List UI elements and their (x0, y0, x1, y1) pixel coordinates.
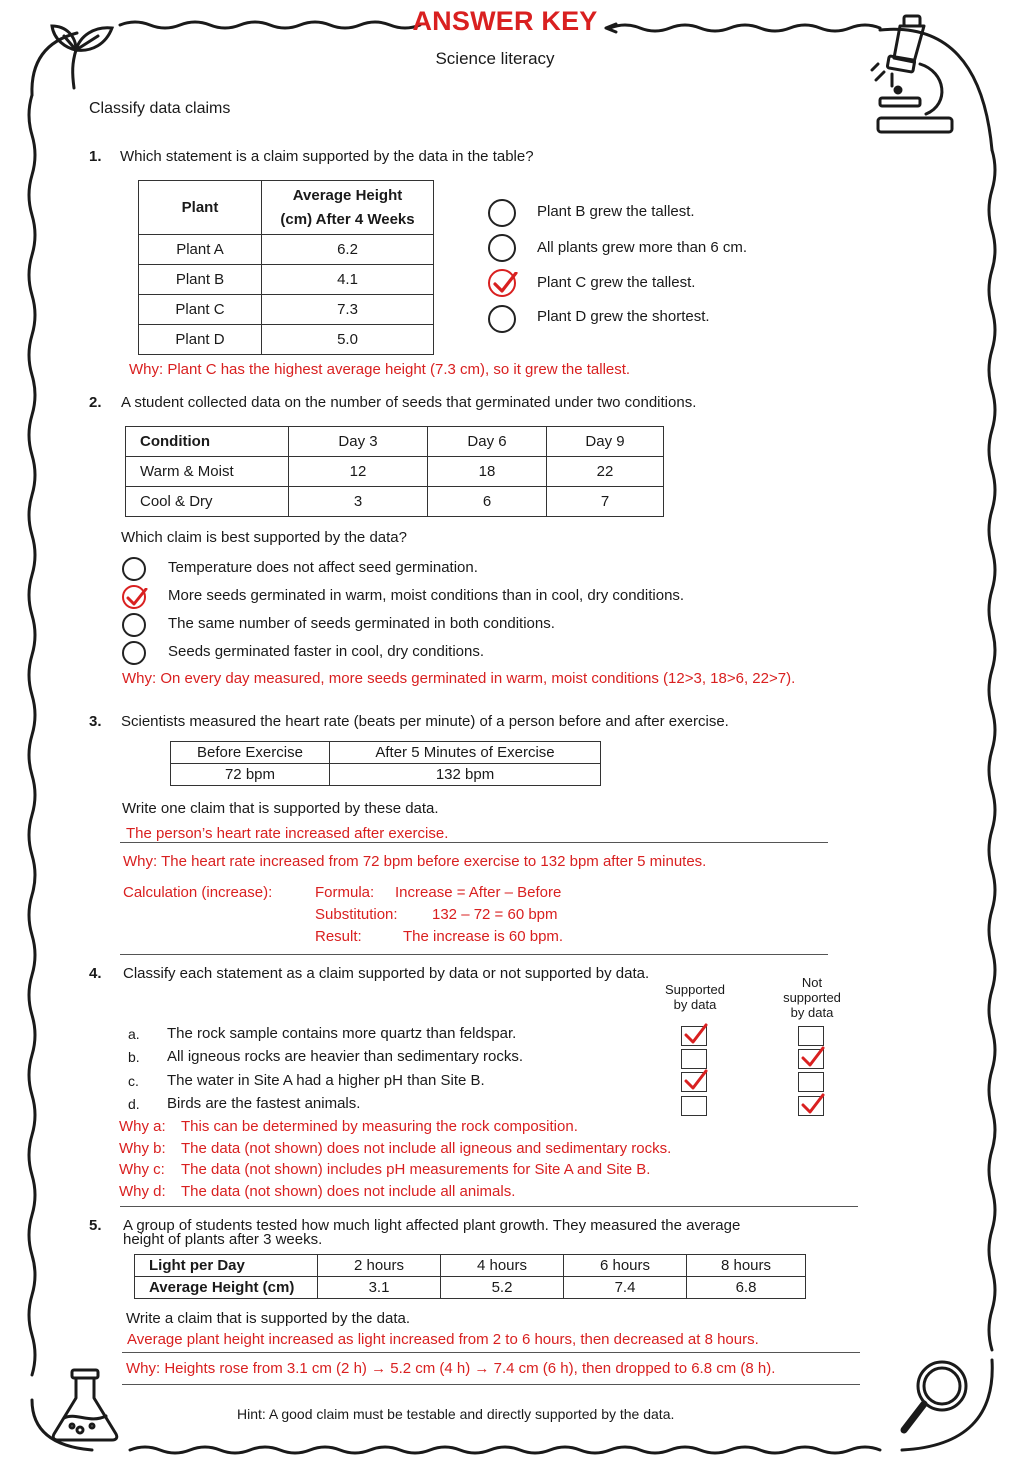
q5-question-line1: A group of students tested how much light affected plant growth. They measured the average (123, 1217, 741, 1234)
q5-why: Why: Heights rose from 3.1 cm (2 h) → 5.2 cm (4 h) → 7.4 cm (6 h), then dropped to 6.8 cm (8 h). (126, 1360, 776, 1377)
q1-header-height: Average Height (cm) After 4 Weeks (262, 181, 434, 235)
q5-why-line (122, 1384, 860, 1385)
q3-number: 3. (89, 713, 102, 730)
q4-why-text: The data (not shown) does not include all igneous and sedimentary rocks. (181, 1140, 672, 1157)
q1-cell: 6.2 (262, 235, 434, 265)
q5-cell: 2 hours (318, 1255, 441, 1277)
q2-cell: 22 (547, 457, 664, 487)
q3-result: The increase is 60 bpm. (403, 928, 564, 945)
q5-cell: 8 hours (687, 1255, 806, 1277)
q4-col-supported: Supported by data (665, 982, 725, 1012)
q1-option-radio[interactable] (488, 305, 516, 333)
q2-option-radio[interactable] (122, 641, 146, 665)
q1-cell: 7.3 (262, 295, 434, 325)
q4-item-letter: a. (128, 1026, 140, 1042)
q2-cell: 7 (547, 487, 664, 517)
q5-question-line2: height of plants after 3 weeks. (123, 1231, 323, 1248)
q3-calc-label: Calculation (increase): (123, 884, 273, 901)
q5-answer: Average plant height increased as light increased from 2 to 6 hours, then decreased at 8 hours. (127, 1331, 759, 1348)
q4-why-text: This can be determined by measuring the rock composition. (181, 1118, 578, 1135)
q5-cell: 6.8 (687, 1277, 806, 1299)
q2-prompt: Which claim is best supported by the data? (121, 529, 407, 546)
q2-table (125, 426, 664, 517)
q4-why-text: The data (not shown) does not include all animals. (181, 1183, 516, 1200)
q4-number: 4. (89, 965, 102, 982)
q3-substitution: 132 – 72 = 60 bpm (432, 906, 558, 923)
q4c-not-supported-checkbox[interactable] (798, 1072, 824, 1092)
q4-item-text: The water in Site A had a higher pH than Site B. (167, 1072, 485, 1089)
q4-question: Classify each statement as a claim supported by data or not supported by data. (123, 965, 650, 982)
q4-why-text: The data (not shown) includes pH measurements for Site A and Site B. (181, 1161, 651, 1178)
q2-header: Condition (126, 427, 289, 457)
q4-item-letter: c. (128, 1073, 139, 1089)
q3-substitution-label: Substitution: (315, 906, 398, 923)
page-subtitle: Science literacy (435, 49, 555, 68)
q2-option-label: Seeds germinated faster in cool, dry conditions. (168, 643, 485, 660)
q2-option-label: The same number of seeds germinated in both conditions. (168, 615, 555, 632)
q4-item-text: Birds are the fastest animals. (167, 1095, 361, 1112)
q1-header-plant: Plant (139, 181, 262, 235)
footer-hint: Hint: A good claim must be testable and directly supported by the data. (237, 1406, 675, 1422)
checkmark-icon (801, 1093, 825, 1117)
q2-cell: Warm & Moist (126, 457, 289, 487)
q2-number: 2. (89, 394, 102, 411)
q1-why: Why: Plant C has the highest average height (7.3 cm), so it grew the tallest. (129, 361, 631, 378)
checkmark-icon (684, 1069, 708, 1093)
q4-why-label: Why b: (119, 1140, 166, 1157)
q4a-not-supported-checkbox[interactable] (798, 1026, 824, 1046)
q1-table (138, 180, 434, 355)
q3-prompt: Write one claim that is supported by these data. (122, 800, 439, 817)
q2-cell: 12 (289, 457, 428, 487)
q4d-supported-checkbox[interactable] (681, 1096, 707, 1116)
q1-number: 1. (89, 148, 102, 165)
section-divider (120, 954, 828, 955)
magnifying-glass-icon (898, 1356, 974, 1440)
q5-header: Average Height (cm) (135, 1277, 318, 1299)
q4-why-label: Why a: (119, 1118, 166, 1135)
q1-question: Which statement is a claim supported by the data in the table? (120, 148, 534, 165)
q5-answer-line (122, 1352, 860, 1353)
q2-cell: 3 (289, 487, 428, 517)
section-divider (120, 1206, 858, 1207)
q4-why-label: Why c: (119, 1161, 165, 1178)
q3-header: After 5 Minutes of Exercise (330, 742, 601, 764)
q1-cell: Plant A (139, 235, 262, 265)
q2-header: Day 6 (428, 427, 547, 457)
q4b-supported-checkbox[interactable] (681, 1049, 707, 1069)
q5-prompt: Write a claim that is supported by the data. (126, 1310, 411, 1327)
q3-answer-line (120, 842, 828, 843)
q1-cell: 4.1 (262, 265, 434, 295)
checkmark-icon (801, 1046, 825, 1070)
q1-option-label: Plant B grew the tallest. (537, 203, 695, 220)
q2-option-label: Temperature does not affect seed germination. (168, 559, 478, 576)
q2-why: Why: On every day measured, more seeds germinated in warm, moist conditions (12>3, 18>6, 22>7). (122, 670, 796, 687)
q3-answer: The person’s heart rate increased after exercise. (126, 825, 449, 842)
q4b-not-supported-checkbox-checked[interactable] (798, 1049, 824, 1069)
q1-cell: Plant D (139, 325, 262, 355)
q2-cell: Cool & Dry (126, 487, 289, 517)
q4d-not-supported-checkbox-checked[interactable] (798, 1096, 824, 1116)
q1-option-radio[interactable] (488, 234, 516, 262)
page-title: ANSWER KEY (412, 6, 598, 36)
q5-number: 5. (89, 1217, 102, 1234)
q3-formula-label: Formula: (315, 884, 375, 901)
q5-cell: 4 hours (441, 1255, 564, 1277)
flask-icon (50, 1368, 122, 1444)
q5-header: Light per Day (135, 1255, 318, 1277)
q5-cell: 6 hours (564, 1255, 687, 1277)
q2-option-radio[interactable] (122, 557, 146, 581)
q2-option-radio[interactable] (122, 613, 146, 637)
checkmark-icon (126, 588, 148, 608)
q4a-supported-checkbox-checked[interactable] (681, 1026, 707, 1046)
q4-item-text: The rock sample contains more quartz than feldspar. (167, 1025, 517, 1042)
q1-option-radio[interactable] (488, 199, 516, 227)
q1-option-radio-selected[interactable] (488, 269, 516, 297)
q1-cell: Plant C (139, 295, 262, 325)
q4-why-label: Why d: (119, 1183, 166, 1200)
q2-header: Day 3 (289, 427, 428, 457)
q5-table (134, 1254, 806, 1299)
q4-col-not-supported: Not supported by data (783, 975, 841, 1020)
checkmark-icon (492, 272, 518, 296)
q2-cell: 18 (428, 457, 547, 487)
q3-question: Scientists measured the heart rate (beats per minute) of a person before and after exercise. (121, 713, 729, 730)
q3-header: Before Exercise (171, 742, 330, 764)
q1-option-label: Plant C grew the tallest. (537, 274, 696, 291)
q1-option-label: Plant D grew the shortest. (537, 308, 710, 325)
q1-option-label: All plants grew more than 6 cm. (537, 239, 748, 256)
q1-cell: Plant B (139, 265, 262, 295)
q3-result-label: Result: (315, 928, 362, 945)
q1-cell: 5.0 (262, 325, 434, 355)
q4-item-letter: d. (128, 1096, 140, 1112)
q2-header: Day 9 (547, 427, 664, 457)
q5-cell: 7.4 (564, 1277, 687, 1299)
section-heading: Classify data claims (89, 100, 231, 117)
q3-cell: 132 bpm (330, 764, 601, 786)
q2-cell: 6 (428, 487, 547, 517)
q4c-supported-checkbox-checked[interactable] (681, 1072, 707, 1092)
q4-item-letter: b. (128, 1049, 140, 1065)
q2-option-radio-selected[interactable] (122, 585, 146, 609)
q4-item-text: All igneous rocks are heavier than sedimentary rocks. (167, 1048, 524, 1065)
q3-cell: 72 bpm (171, 764, 330, 786)
q2-option-label: More seeds germinated in warm, moist conditions than in cool, dry conditions. (168, 587, 685, 604)
checkmark-icon (684, 1023, 708, 1047)
q5-cell: 5.2 (441, 1277, 564, 1299)
q2-question: A student collected data on the number of seeds that germinated under two conditions. (121, 394, 697, 411)
q3-why: Why: The heart rate increased from 72 bpm before exercise to 132 bpm after 5 minutes. (123, 853, 707, 870)
q3-formula: Increase = After – Before (395, 884, 562, 901)
q5-cell: 3.1 (318, 1277, 441, 1299)
q3-table (170, 741, 601, 786)
